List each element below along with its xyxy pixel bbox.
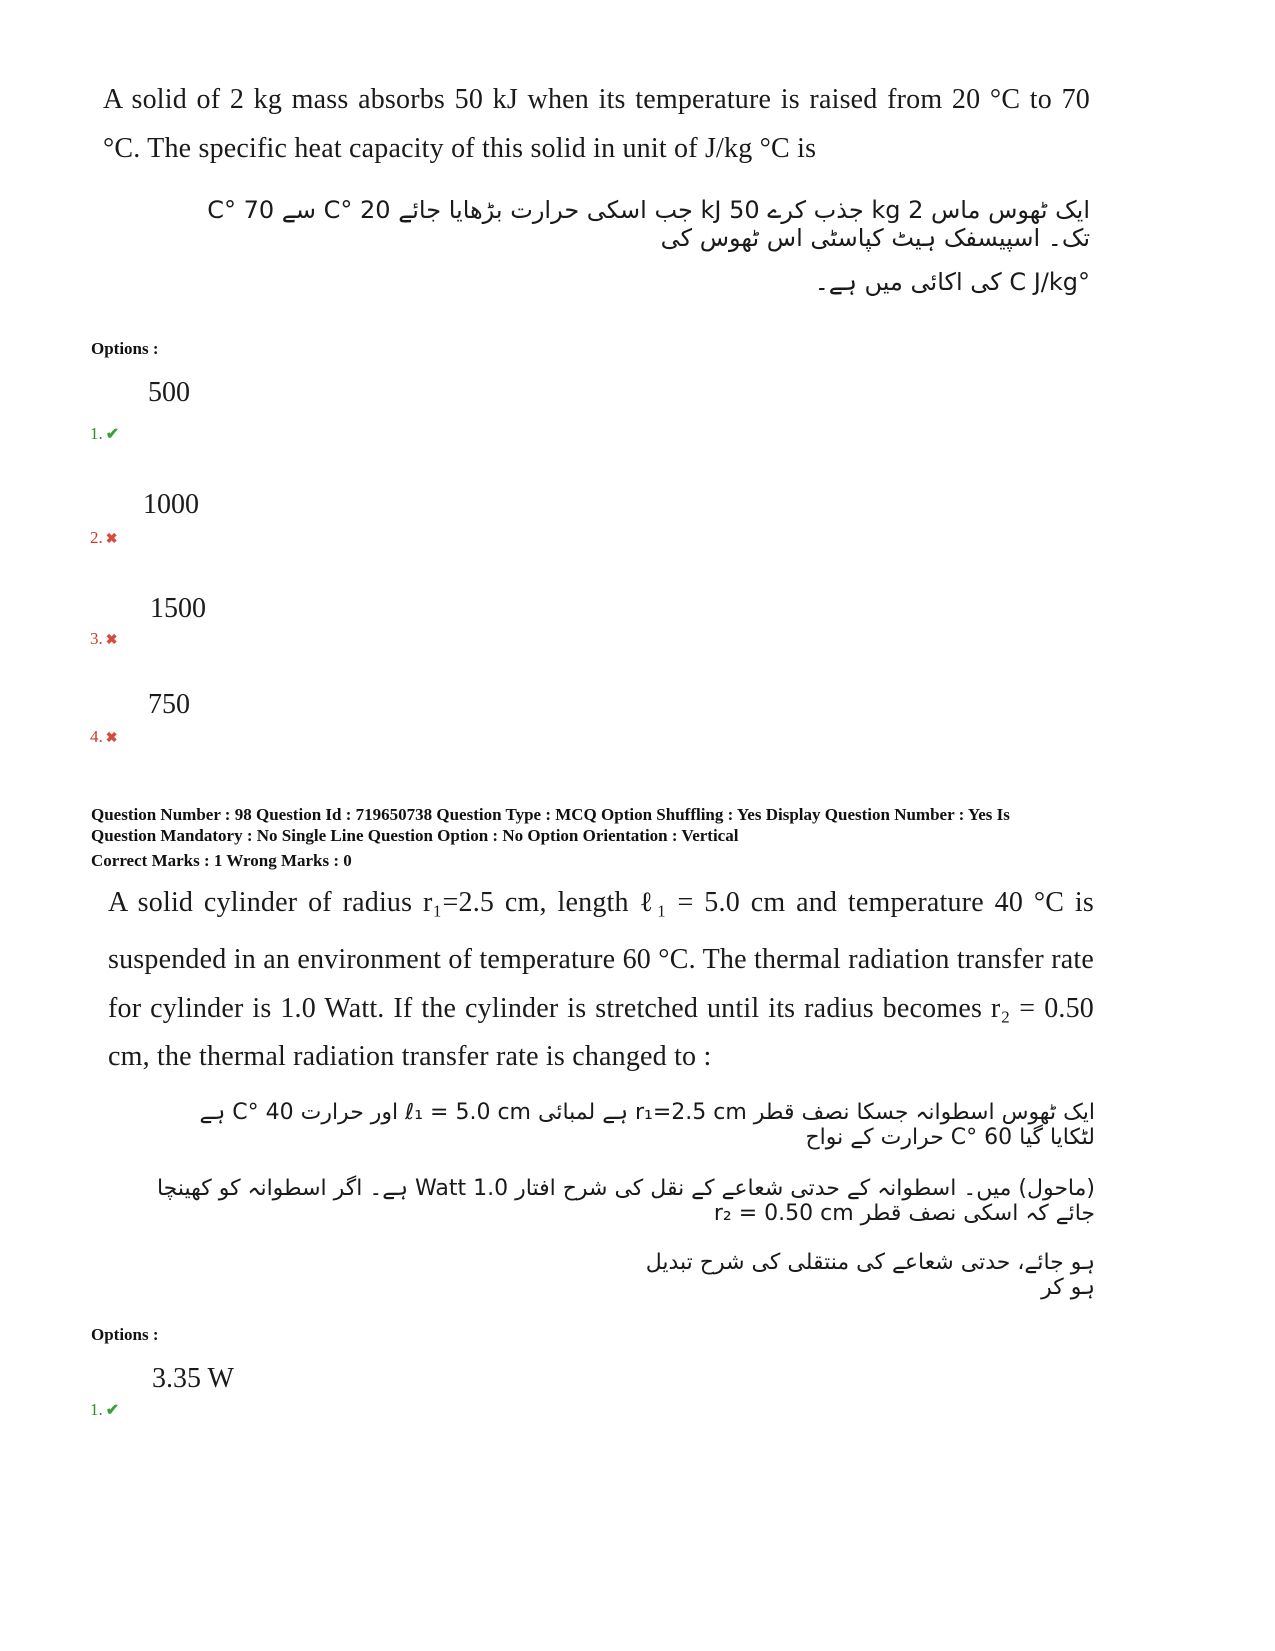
q97-option-2-value[interactable]: 1000 bbox=[143, 489, 199, 520]
q98-meta-line3: Correct Marks : 1 Wrong Marks : 0 bbox=[91, 851, 352, 870]
q98-meta-line2: Question Mandatory : No Single Line Question Option : No Option Orientation : Vertical bbox=[91, 826, 739, 845]
q97-urdu-line2: °C J/kg کی اکائی میں ہے۔ bbox=[814, 268, 1090, 296]
q97-option-3-number bbox=[90, 629, 117, 649]
option-number: 3. bbox=[90, 629, 103, 648]
q98-option-1-number bbox=[90, 1400, 119, 1420]
q97-option-4-value[interactable]: 750 bbox=[148, 689, 190, 720]
q98-option-1-value[interactable]: 3.35 W bbox=[152, 1363, 234, 1394]
q97-text-line2: °C. The specific heat capacity of this solid in unit of J/kg °C is bbox=[103, 133, 817, 164]
q97-option-4-number bbox=[90, 727, 117, 747]
q98-text-line3: for cylinder is 1.0 Watt. If the cylinder is stretched until its radius becomes r₂ = 0.50 bbox=[108, 993, 1094, 1024]
q98-urdu-line3: ہو جائے، حدتی شعاعے کی منتقلی کی شرح تبدیل ہو کر bbox=[645, 1250, 1095, 1300]
q97-option-1-value[interactable]: 500 bbox=[148, 377, 190, 408]
q98-options-label: Options : bbox=[91, 1325, 159, 1344]
q97-option-1-number bbox=[90, 424, 119, 444]
cross-icon: ✖ bbox=[105, 532, 118, 547]
q97-options-label: Options : bbox=[91, 339, 159, 358]
option-number: 4. bbox=[90, 727, 103, 746]
cross-icon: ✖ bbox=[105, 731, 118, 746]
check-icon: ✔ bbox=[105, 1402, 120, 1419]
q97-text-line1: A solid of 2 kg mass absorbs 50 kJ when its temperature is raised from 20 °C to 70 bbox=[103, 84, 1090, 115]
option-number: 1. bbox=[90, 424, 103, 443]
cross-icon: ✖ bbox=[105, 633, 118, 648]
q98-text-line2: suspended in an environment of temperature 60 °C. The thermal radiation transfer rate bbox=[108, 944, 1094, 975]
q98-meta-line1: Question Number : 98 Question Id : 719650738 Question Type : MCQ Option Shuffling : Yes Display Question Number : Yes Is bbox=[91, 805, 1010, 824]
q97-urdu-line1: ایک ٹھوس ماس 2 kg جذب کرے 50 kJ جب اسکی حرارت بڑھایا جائے 20 °C سے 70 °C تک۔ اسپیسفک ہیٹ کپاسٹی اس ٹھوس کی bbox=[207, 196, 1090, 252]
option-number: 1. bbox=[90, 1400, 103, 1419]
option-number: 2. bbox=[90, 528, 103, 547]
q97-option-3-value[interactable]: 1500 bbox=[150, 593, 206, 624]
q98-urdu-line1: ایک ٹھوس اسطوانہ جسکا نصف قطر r₁=2.5 cm ہے لمبائی ℓ₁ = 5.0 cm اور حرارت 40 °C ہے لٹکایا گیا 60 °C حرارت کے نواح bbox=[199, 1100, 1095, 1150]
check-icon: ✔ bbox=[105, 426, 120, 443]
q98-urdu-line2: (ماحول) میں۔ اسطوانہ کے حدتی شعاعے کے نقل کی شرح افتار 1.0 Watt ہے۔ اگر اسطوانہ کو کھینچا جائے کہ اسکی نصف قطر r₂ = 0.50 cm bbox=[156, 1176, 1095, 1226]
q98-text-line1: A solid cylinder of radius r₁=2.5 cm, length ℓ₁ = 5.0 cm and temperature 40 °C is bbox=[108, 887, 1094, 918]
q98-text-line4: cm, the thermal radiation transfer rate is changed to : bbox=[108, 1041, 712, 1072]
q97-option-2-number bbox=[90, 528, 117, 548]
